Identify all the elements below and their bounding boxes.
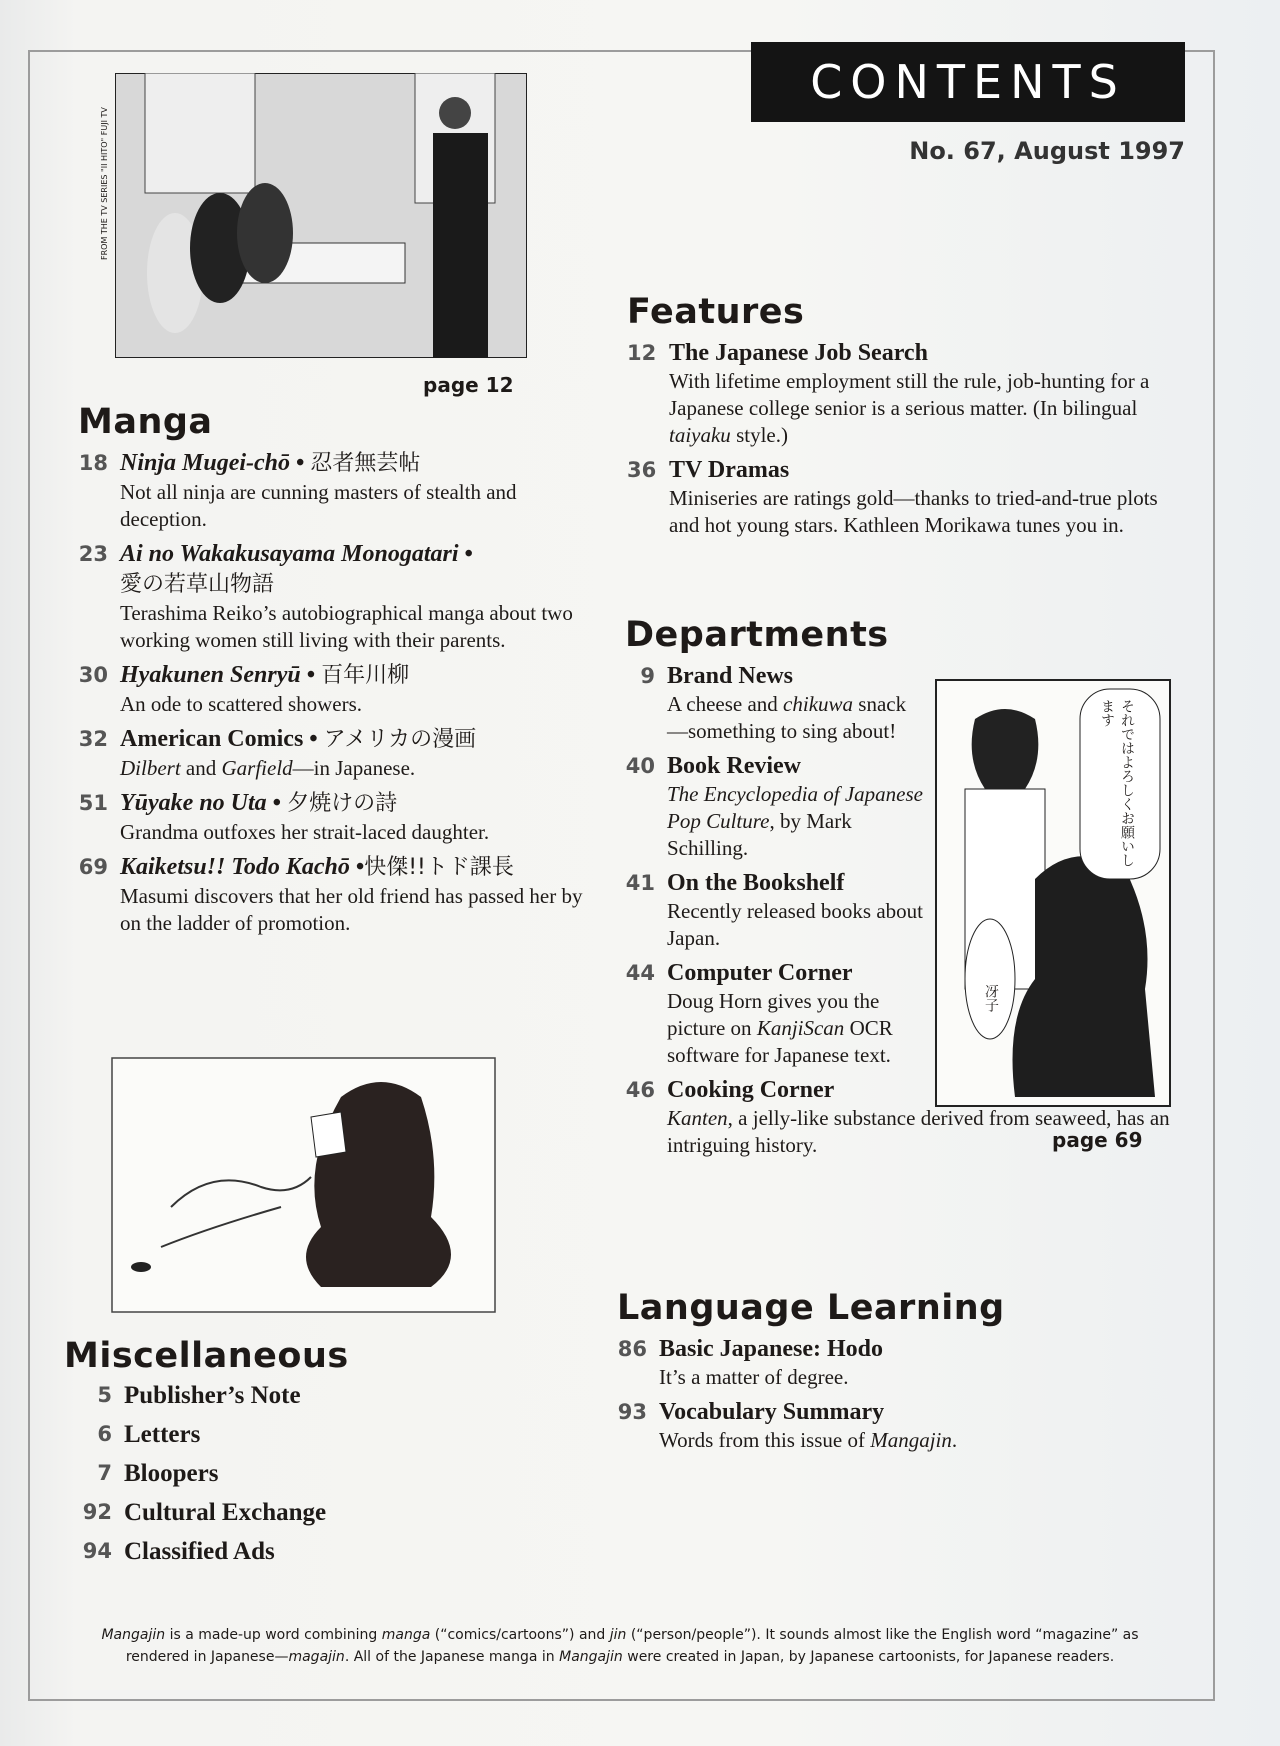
page-number: 12 [627,341,657,365]
entry-title: Yūyake no Uta [120,790,267,816]
footer-part: were created in Japan, by Japanese cartoonists, for Japanese readers. [622,1649,1115,1665]
desc-part: chikuwa [783,692,854,716]
photo-caption: page 12 [423,373,514,397]
page-number: 40 [625,754,655,778]
list-item[interactable]: 23 Ai no Wakakusayama Monogatari • 愛の若草山物語 Terashima Reiko’s autobiographical manga about two working women still living with their parents. [78,539,598,654]
desc-part: and [180,756,222,780]
entry-description: Not all ninja are cunning masters of stealth and deception. [120,480,517,531]
page-number: 7 [97,1461,112,1485]
list-item[interactable]: 30 Hyakunen Senryū • 百年川柳 An ode to scattered showers. [78,660,598,718]
photo-credit: FROM THE TV SERIES "II HITO" FUJI TV [100,107,109,260]
entry-title-jp: 忍者無芸帖 [310,451,421,476]
entry-title: American Comics [120,726,304,752]
page-number: 32 [78,727,108,751]
entry-description [617,1427,1197,1454]
entry-description: Grandma outfoxes her strait-laced daughter. [120,820,490,844]
entry-description: Terashima Reiko’s autobiographical manga about two working women still living with their parents. [120,601,573,652]
features-section [627,292,1187,539]
entry-description: An ode to scattered showers. [120,692,363,716]
desc-part: KanjiScan [756,1016,845,1040]
page-title: CONTENTS [751,42,1185,122]
entry-description [78,755,598,782]
section-heading: Departments [625,615,889,655]
desc-part: —in Japanese. [292,756,416,780]
footer-part: . All of the Japanese manga in [344,1649,560,1665]
entry-title-jp: 百年川柳 [321,663,410,688]
entry-title: Classified Ads [124,1538,275,1565]
list-item[interactable] [625,868,925,952]
desc-part: A cheese and [667,692,784,716]
footer-part: manga [381,1627,431,1643]
list-item[interactable] [617,1397,1197,1454]
footer-part: (“person/people”). It sounds almost like the English word “magazine” as rendered in Japanese— [125,1627,1139,1665]
entry-description [625,691,925,745]
list-item[interactable]: 18 Ninja Mugei-chō • 忍者無芸帖 Not all ninja are cunning masters of stealth and deception. [78,448,598,533]
page-number: 5 [97,1383,112,1407]
entry-title: Brand News [667,663,794,689]
page-number: 46 [625,1078,655,1102]
section-heading: Manga [78,402,213,442]
entry-title: Book Review [667,753,801,779]
list-item[interactable]: 32 American Comics • アメリカの漫画 Dilbert and Garfield—in Japanese. [78,724,598,782]
desc-part: Kanten [667,1106,728,1130]
desc-part: . [951,1428,958,1452]
tv-drama-photo [115,73,527,358]
list-item[interactable] [617,1334,1197,1391]
entry-description: It’s a matter of degree. [659,1365,849,1389]
page-number: 51 [78,791,108,815]
footer-part: is a made-up word combining [165,1627,382,1643]
speech-bubble-text: 冴子 [983,984,999,1012]
section-heading: Features [627,292,805,332]
section-heading: Language Learning [617,1288,1005,1328]
desc-part: Dilbert [120,756,181,780]
page-number: 18 [78,451,108,475]
page-number: 9 [640,664,655,688]
desc-part: The Encyclopedia of Japanese Pop Culture [667,782,923,833]
issue-number: No. 67, August 1997 [909,137,1185,165]
list-item[interactable] [64,1376,484,1415]
desc-part: Garfield [221,756,293,780]
entry-title: Hyakunen Senryū [120,662,301,688]
desc-part: , by Mark Schilling. [667,809,852,860]
list-item[interactable]: 51 Yūyake no Uta • 夕焼けの詩 Grandma outfoxes her strait-laced daughter. [78,788,598,846]
desc-part: OCR software for Japanese text. [667,1016,893,1067]
page-number: 92 [82,1500,112,1524]
desc-part: Words from this issue of [659,1428,871,1452]
footer-part: magajin [288,1649,345,1665]
section-heading: Miscellaneous [64,1336,349,1376]
entry-description [625,988,925,1069]
list-item[interactable] [625,958,925,1069]
entry-description: Miniseries are ratings gold—thanks to tried-and-true plots and hot young stars. Kathleen Morikawa tunes you in. [669,486,1158,537]
entry-title: The Japanese Job Search [669,340,928,366]
ninja-illustration [111,1057,496,1313]
list-item[interactable] [625,751,925,862]
footer-part: jin [609,1627,627,1643]
list-item[interactable] [625,661,925,745]
miscellaneous-section [64,1336,484,1571]
page-number: 94 [82,1539,112,1563]
desc-part: Doug Horn gives you the picture on [667,989,880,1040]
footer-part: Mangajin [559,1649,623,1665]
entry-title-jp: 夕焼けの詩 [287,791,398,816]
entry-title: Bloopers [124,1460,219,1487]
footer-note [80,1624,1160,1668]
page-number: 86 [617,1337,647,1361]
manga-panel-illustration [935,679,1171,1107]
desc-part: taiyaku [669,423,731,447]
desc-part: style.) [730,423,788,447]
entry-title: Ninja Mugei-chō [120,450,291,476]
entry-title: Publisher’s Note [124,1382,301,1409]
entry-title: Cultural Exchange [124,1499,327,1526]
manga-section [78,402,598,937]
panel-caption: page 69 [1052,1128,1143,1152]
entry-title: Cooking Corner [667,1077,835,1103]
desc-part: snack—something to sing about! [667,692,907,743]
page-number: 36 [627,458,657,482]
entry-title: Basic Japanese: Hodo [659,1336,884,1362]
footer-part: (“comics/cartoons”) and [430,1627,610,1643]
desc-part: Mangajin [870,1428,952,1452]
page-number: 30 [78,663,108,687]
entry-title: Ai no Wakakusayama Monogatari [120,541,459,567]
desc-part: , a jelly-like substance derived from seaweed, has an intriguing history. [667,1106,1170,1157]
entry-title-jp: 快傑!!トド課長 [364,855,514,880]
entry-title-jp: 愛の若草山物語 [120,572,275,597]
list-item[interactable] [64,1532,484,1571]
list-item[interactable] [627,455,1187,539]
desc-part: With lifetime employment still the rule, job-hunting for a Japanese college senior is a serious matter. (In bilingual [669,369,1150,420]
page-number: 23 [78,542,108,566]
entry-title-jp: アメリカの漫画 [323,727,477,752]
page-number: 69 [78,855,108,879]
entry-title: TV Dramas [669,457,790,483]
page-number: 44 [625,961,655,985]
page-number: 41 [625,871,655,895]
entry-title: Letters [124,1421,201,1448]
page-number: 6 [97,1422,112,1446]
list-item[interactable] [627,338,1187,449]
list-item[interactable] [64,1454,484,1493]
list-item[interactable] [64,1493,484,1532]
entry-title: Computer Corner [667,960,853,986]
footer-part: Mangajin [101,1627,166,1643]
entry-description: Recently released books about Japan. [667,899,923,950]
speech-bubble-text: それではよろしくお願いします [1099,699,1135,867]
entry-title: On the Bookshelf [667,870,845,896]
entry-description [627,368,1187,449]
entry-description [625,781,925,862]
list-item[interactable]: 69 Kaiketsu!! Todo Kachō •快傑!!トド課長 Masumi discovers that her old friend has passed her by on the ladder of promotion. [78,852,598,937]
entry-title: Vocabulary Summary [659,1399,885,1425]
language-learning-section [617,1288,1197,1454]
entry-description: Masumi discovers that her old friend has passed her by on the ladder of promotion. [120,884,583,935]
entry-title: Kaiketsu!! Todo Kachō [120,854,350,880]
page-number: 93 [617,1400,647,1424]
list-item[interactable] [64,1415,484,1454]
